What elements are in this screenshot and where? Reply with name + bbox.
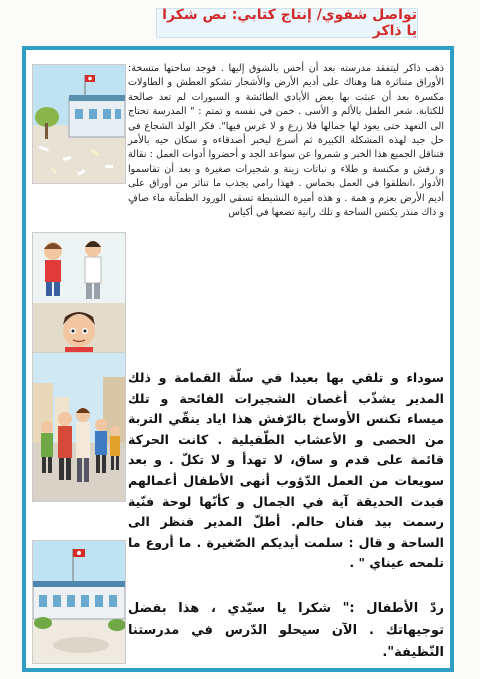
paragraph-1: ذهب ذاكر ليتفقد مدرسته بعد أن أحس بالشوق إليها . فوجد ساحتها متسخة: الأوراق متناثرة هنا وهناك على أديم الأرض والأشجار تشكو العطش و الطاولات مكسرة بعد أن عبثت بها بعض الأيادي الطائشة و السبورات لم تعد صالحة للكتابة. شعر الطفل بالألم و الأسى . خمن في نفسه و تمتم : " المدرسة تحتاج الى التعهد حتى يعود لها جمالها فلا زرع و لا غرس فيها". فكر الولد الشجاع في حل جيد لهذه المشكلة الكبيرة ثم أسرع ليخبر أصدقاءه و سكان حيه بالأمر فتناقل الجميع هذا الخبر و شمروا عن سواعد الجد و أحضروا أدوات العمل : نقالة و رفش و مكنسة و طلاء و نباتات زينة و شجيرات صغيرة و بعد أن تقاسموا الأدوار ،انطلقوا في العمل بحماس . فهذا رامي يجذب ما تناثر من أوراق على أديم الأرض بعزم و همة . و هذه أميرة النشيطة تسقي الورود الظمآنة ماء صافٍ و ذاك منذر يكنس الساحة و تلك رانية تضعها في أكياس (128, 63, 444, 219)
dirty-school-yard-illustration (32, 64, 126, 184)
children-and-teacher-illustration (32, 232, 126, 366)
text-part-2 (128, 368, 444, 594)
content-frame (22, 46, 454, 672)
children-drawing (33, 233, 125, 365)
family-drawing (33, 353, 125, 501)
text-part-3 (128, 598, 444, 670)
paragraph-2: سوداء و تلقي بها بعيدا في سلّة القمامة و ذلك المدير يشذّب أغصان الشجيرات الفائحة و تلك ميساء تكنس الأوساخ بالرّفش هذا اياد ينقّي التربة من الحصى و الأعشاب الطّفيلية . كانت الحركة قائمة على قدم و ساق، لا تهدأ و لا تكلّ . و بعد سويعات من العمل الدّؤوب أنهى الأطفال أعمالهم فبدت الحديقة آية في الجمال و كأنّها لوحة فنّية رسمت بيد فنان حالم. أطلّ المدير فنظر الى الساحة و قال : سلمت أيديكم الصّغيرة . ما أروع ما تلمحه عيناي " . (128, 370, 444, 571)
family-group-illustration (32, 352, 126, 502)
text-part-1 (128, 62, 444, 362)
clean-school-drawing (33, 541, 125, 663)
school-yard-drawing (33, 65, 125, 183)
clean-school-illustration (32, 540, 126, 664)
paragraph-3: ردّ الأطفال :" شكرا يا سيّدي ، هذا بفضل توجيهاتك . الآن سيحلو الدّرس في مدرستنا النّظيفة". (128, 601, 444, 660)
page-title: تواصل شفوي/ إنتاج كتابي: نص شكرا يا ذاكر (156, 8, 418, 38)
